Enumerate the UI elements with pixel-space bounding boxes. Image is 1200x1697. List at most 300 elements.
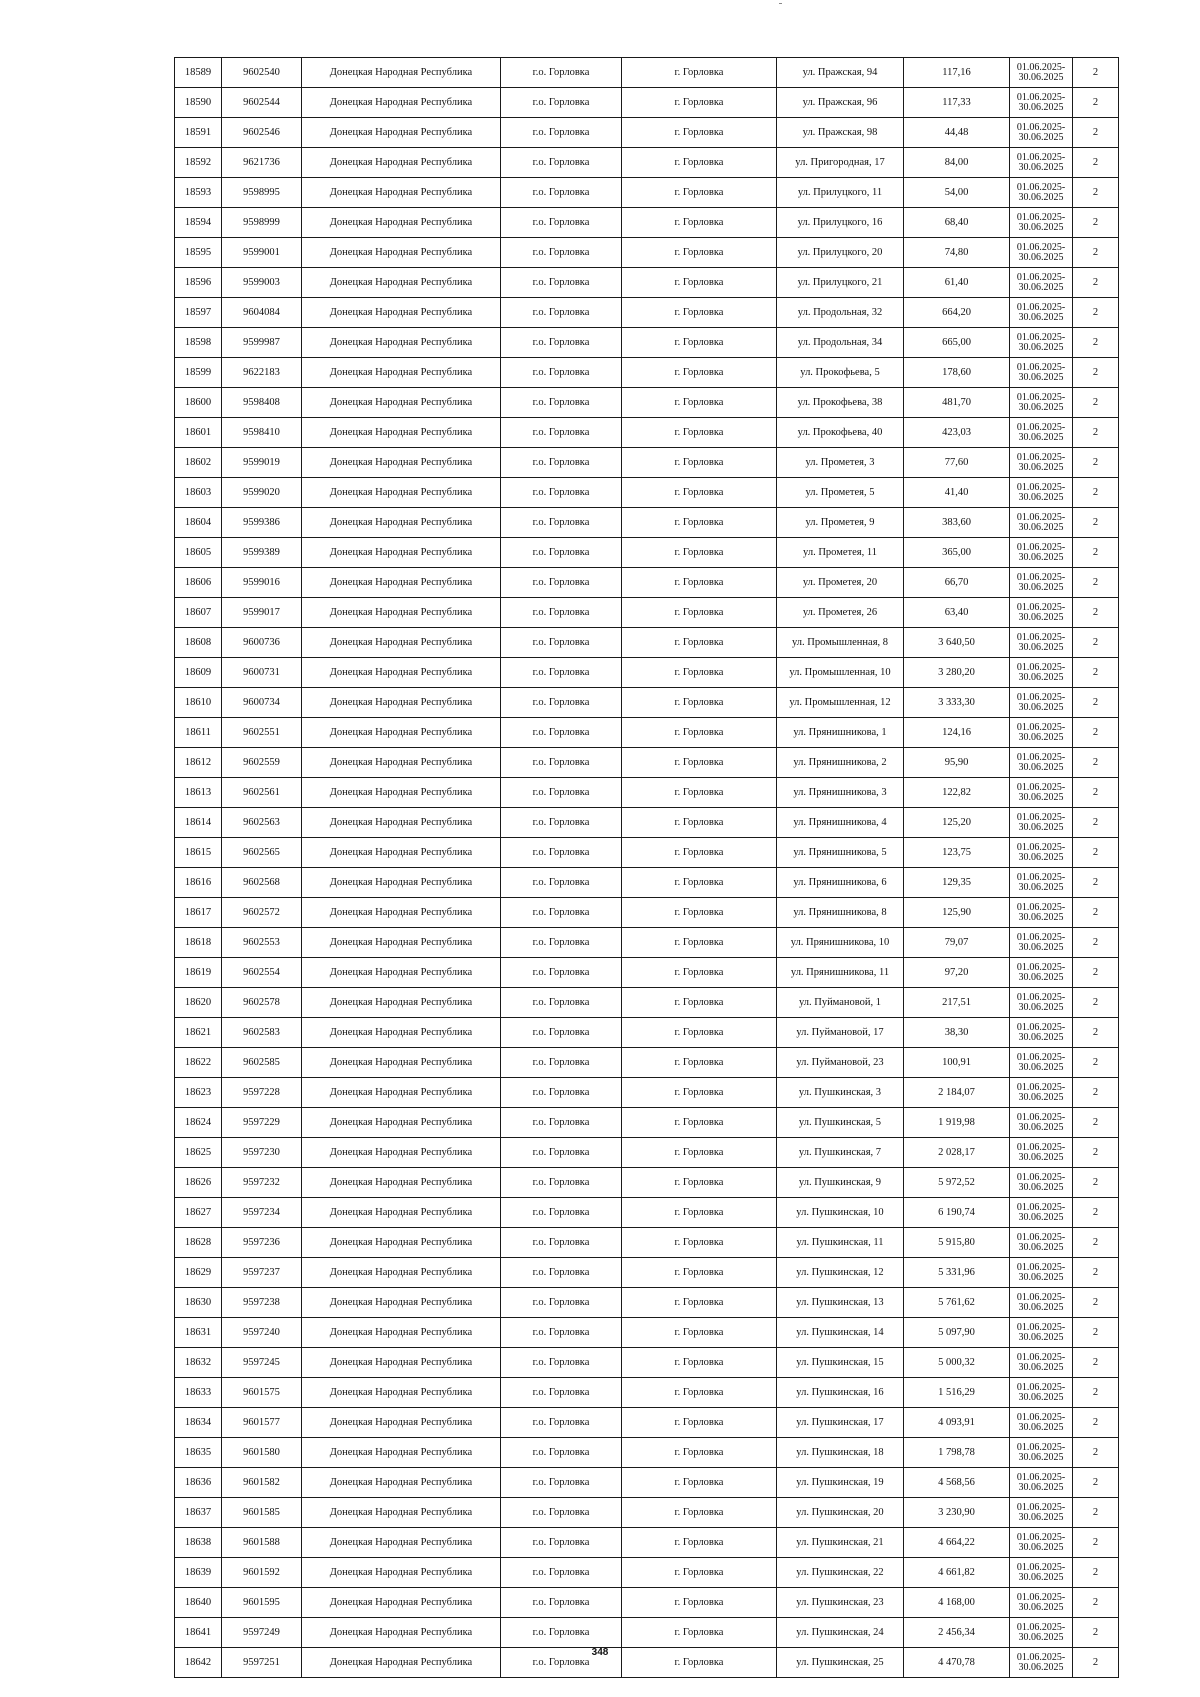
class-cell: 2	[1073, 628, 1119, 658]
object-id-cell: 9602585	[222, 1048, 302, 1078]
row-number-cell: 18631	[175, 1318, 222, 1348]
period-cell	[1010, 1138, 1073, 1168]
object-id-cell: 9601577	[222, 1408, 302, 1438]
row-number-cell: 18594	[175, 208, 222, 238]
period-start: 01.06.2025-	[1016, 541, 1066, 553]
class-cell: 2	[1073, 358, 1119, 388]
city-cell: г. Горловка	[622, 718, 777, 748]
period-end: 30.06.2025	[1018, 1332, 1064, 1343]
period-start: 01.06.2025-	[1016, 901, 1066, 913]
class-cell: 2	[1073, 778, 1119, 808]
period-cell	[1010, 598, 1073, 628]
row-number-cell: 18603	[175, 478, 222, 508]
table-row	[175, 88, 1119, 118]
row-number-cell: 18612	[175, 748, 222, 778]
address-cell: ул. Пушкинская, 11	[777, 1228, 904, 1258]
table-row	[175, 418, 1119, 448]
period-start: 01.06.2025-	[1016, 451, 1066, 463]
period-end: 30.06.2025	[1018, 1182, 1064, 1193]
class-cell: 2	[1073, 868, 1119, 898]
address-cell: ул. Прометея, 20	[777, 568, 904, 598]
table-row	[175, 628, 1119, 658]
city-cell: г. Горловка	[622, 1648, 777, 1678]
class-cell: 2	[1073, 1498, 1119, 1528]
city-cell: г. Горловка	[622, 148, 777, 178]
object-id-cell: 9602544	[222, 88, 302, 118]
period-end: 30.06.2025	[1018, 1032, 1064, 1043]
class-cell: 2	[1073, 208, 1119, 238]
city-cell: г. Горловка	[622, 1318, 777, 1348]
address-cell: ул. Пушкинская, 3	[777, 1078, 904, 1108]
period-start: 01.06.2025-	[1016, 1111, 1066, 1123]
area-cell: 38,30	[904, 1018, 1010, 1048]
row-number-cell: 18640	[175, 1588, 222, 1618]
row-number-cell: 18621	[175, 1018, 222, 1048]
period-start: 01.06.2025-	[1016, 151, 1066, 163]
period-start: 01.06.2025-	[1016, 1651, 1066, 1663]
district-cell: г.о. Горловка	[501, 1168, 622, 1198]
district-cell: г.о. Горловка	[501, 1648, 622, 1678]
period-end: 30.06.2025	[1018, 1362, 1064, 1373]
period-start: 01.06.2025-	[1016, 1411, 1066, 1423]
row-number-cell: 18600	[175, 388, 222, 418]
address-cell: ул. Прянишникова, 5	[777, 838, 904, 868]
region-cell: Донецкая Народная Республика	[302, 1078, 501, 1108]
address-cell: ул. Прянишникова, 11	[777, 958, 904, 988]
district-cell: г.о. Горловка	[501, 88, 622, 118]
period-end: 30.06.2025	[1018, 1602, 1064, 1613]
class-cell: 2	[1073, 508, 1119, 538]
row-number-cell: 18610	[175, 688, 222, 718]
table-row	[175, 1078, 1119, 1108]
period-cell	[1010, 928, 1073, 958]
city-cell: г. Горловка	[622, 958, 777, 988]
district-cell: г.о. Горловка	[501, 1528, 622, 1558]
period-end: 30.06.2025	[1018, 402, 1064, 413]
period-cell	[1010, 1078, 1073, 1108]
city-cell: г. Горловка	[622, 1468, 777, 1498]
period-cell	[1010, 838, 1073, 868]
period-end: 30.06.2025	[1018, 1392, 1064, 1403]
period-end: 30.06.2025	[1018, 282, 1064, 293]
city-cell: г. Горловка	[622, 988, 777, 1018]
scan-speck	[779, 3, 782, 4]
period-cell	[1010, 1558, 1073, 1588]
period-cell	[1010, 1348, 1073, 1378]
row-number-cell: 18613	[175, 778, 222, 808]
address-cell: ул. Прометея, 26	[777, 598, 904, 628]
city-cell: г. Горловка	[622, 928, 777, 958]
period-cell	[1010, 328, 1073, 358]
table-row	[175, 868, 1119, 898]
area-cell: 1 516,29	[904, 1378, 1010, 1408]
region-cell: Донецкая Народная Республика	[302, 628, 501, 658]
row-number-cell: 18637	[175, 1498, 222, 1528]
object-id-cell: 9597236	[222, 1228, 302, 1258]
district-cell: г.о. Горловка	[501, 1438, 622, 1468]
table-row	[175, 298, 1119, 328]
object-id-cell: 9597251	[222, 1648, 302, 1678]
period-cell	[1010, 568, 1073, 598]
period-start: 01.06.2025-	[1016, 391, 1066, 403]
period-start: 01.06.2025-	[1016, 1201, 1066, 1213]
district-cell: г.о. Горловка	[501, 988, 622, 1018]
area-cell: 4 470,78	[904, 1648, 1010, 1678]
object-id-cell: 9602559	[222, 748, 302, 778]
period-end: 30.06.2025	[1018, 522, 1064, 533]
table-row	[175, 478, 1119, 508]
address-cell: ул. Пушкинская, 9	[777, 1168, 904, 1198]
district-cell: г.о. Горловка	[501, 268, 622, 298]
region-cell: Донецкая Народная Республика	[302, 268, 501, 298]
district-cell: г.о. Горловка	[501, 208, 622, 238]
district-cell: г.о. Горловка	[501, 1558, 622, 1588]
class-cell: 2	[1073, 1528, 1119, 1558]
table-row	[175, 1468, 1119, 1498]
period-start: 01.06.2025-	[1016, 301, 1066, 313]
class-cell: 2	[1073, 1318, 1119, 1348]
region-cell: Донецкая Народная Республика	[302, 868, 501, 898]
city-cell: г. Горловка	[622, 748, 777, 778]
object-id-cell: 9599389	[222, 538, 302, 568]
area-cell: 68,40	[904, 208, 1010, 238]
district-cell: г.о. Горловка	[501, 1618, 622, 1648]
address-cell: ул. Пушкинская, 25	[777, 1648, 904, 1678]
row-number-cell: 18639	[175, 1558, 222, 1588]
class-cell: 2	[1073, 1078, 1119, 1108]
region-cell: Донецкая Народная Республика	[302, 1288, 501, 1318]
table-row	[175, 1318, 1119, 1348]
row-number-cell: 18625	[175, 1138, 222, 1168]
row-number-cell: 18593	[175, 178, 222, 208]
period-end: 30.06.2025	[1018, 732, 1064, 743]
address-cell: ул. Прилуцкого, 16	[777, 208, 904, 238]
address-cell: ул. Прянишникова, 4	[777, 808, 904, 838]
object-id-cell: 9598410	[222, 418, 302, 448]
region-cell: Донецкая Народная Республика	[302, 688, 501, 718]
city-cell: г. Горловка	[622, 628, 777, 658]
period-start: 01.06.2025-	[1016, 1141, 1066, 1153]
table-row	[175, 118, 1119, 148]
period-cell	[1010, 388, 1073, 418]
region-cell: Донецкая Народная Республика	[302, 238, 501, 268]
object-id-cell: 9601585	[222, 1498, 302, 1528]
period-cell	[1010, 1468, 1073, 1498]
class-cell: 2	[1073, 448, 1119, 478]
area-cell: 129,35	[904, 868, 1010, 898]
area-cell: 5 761,62	[904, 1288, 1010, 1318]
district-cell: г.о. Горловка	[501, 838, 622, 868]
city-cell: г. Горловка	[622, 568, 777, 598]
district-cell: г.о. Горловка	[501, 1408, 622, 1438]
area-cell: 2 184,07	[904, 1078, 1010, 1108]
table-row	[175, 388, 1119, 418]
area-cell: 365,00	[904, 538, 1010, 568]
period-cell	[1010, 118, 1073, 148]
period-end: 30.06.2025	[1018, 1422, 1064, 1433]
area-cell: 117,33	[904, 88, 1010, 118]
city-cell: г. Горловка	[622, 868, 777, 898]
period-start: 01.06.2025-	[1016, 841, 1066, 853]
area-cell: 79,07	[904, 928, 1010, 958]
address-cell: ул. Пражская, 94	[777, 58, 904, 88]
row-number-cell: 18590	[175, 88, 222, 118]
period-start: 01.06.2025-	[1016, 781, 1066, 793]
table-row	[175, 328, 1119, 358]
district-cell: г.о. Горловка	[501, 448, 622, 478]
object-id-cell: 9602551	[222, 718, 302, 748]
district-cell: г.о. Горловка	[501, 328, 622, 358]
district-cell: г.о. Горловка	[501, 898, 622, 928]
period-end: 30.06.2025	[1018, 372, 1064, 383]
row-number-cell: 18598	[175, 328, 222, 358]
object-id-cell: 9597228	[222, 1078, 302, 1108]
city-cell: г. Горловка	[622, 418, 777, 448]
district-cell: г.о. Горловка	[501, 1138, 622, 1168]
object-id-cell: 9600736	[222, 628, 302, 658]
table-row	[175, 58, 1119, 88]
region-cell: Донецкая Народная Республика	[302, 568, 501, 598]
class-cell: 2	[1073, 268, 1119, 298]
area-cell: 3 640,50	[904, 628, 1010, 658]
object-id-cell: 9597249	[222, 1618, 302, 1648]
object-id-cell: 9602554	[222, 958, 302, 988]
class-cell: 2	[1073, 658, 1119, 688]
period-end: 30.06.2025	[1018, 312, 1064, 323]
class-cell: 2	[1073, 238, 1119, 268]
period-end: 30.06.2025	[1018, 1122, 1064, 1133]
period-cell	[1010, 778, 1073, 808]
class-cell: 2	[1073, 958, 1119, 988]
area-cell: 6 190,74	[904, 1198, 1010, 1228]
period-cell	[1010, 1288, 1073, 1318]
object-id-cell: 9602546	[222, 118, 302, 148]
address-cell: ул. Пушкинская, 10	[777, 1198, 904, 1228]
period-start: 01.06.2025-	[1016, 331, 1066, 343]
region-cell: Донецкая Народная Республика	[302, 298, 501, 328]
period-end: 30.06.2025	[1018, 252, 1064, 263]
table-row	[175, 1378, 1119, 1408]
class-cell: 2	[1073, 1348, 1119, 1378]
address-cell: ул. Пражская, 96	[777, 88, 904, 118]
city-cell: г. Горловка	[622, 58, 777, 88]
address-cell: ул. Промышленная, 8	[777, 628, 904, 658]
period-start: 01.06.2025-	[1016, 961, 1066, 973]
period-cell	[1010, 1378, 1073, 1408]
region-cell: Донецкая Народная Республика	[302, 448, 501, 478]
object-id-cell: 9602561	[222, 778, 302, 808]
address-cell: ул. Прометея, 11	[777, 538, 904, 568]
period-end: 30.06.2025	[1018, 1062, 1064, 1073]
period-cell	[1010, 1168, 1073, 1198]
table-row	[175, 1168, 1119, 1198]
district-cell: г.о. Горловка	[501, 568, 622, 598]
area-cell: 3 333,30	[904, 688, 1010, 718]
period-start: 01.06.2025-	[1016, 271, 1066, 283]
row-number-cell: 18641	[175, 1618, 222, 1648]
period-start: 01.06.2025-	[1016, 601, 1066, 613]
district-cell: г.о. Горловка	[501, 178, 622, 208]
registry-table	[174, 57, 1119, 1678]
address-cell: ул. Прокофьева, 38	[777, 388, 904, 418]
area-cell: 44,48	[904, 118, 1010, 148]
class-cell: 2	[1073, 1618, 1119, 1648]
address-cell: ул. Пражская, 98	[777, 118, 904, 148]
period-start: 01.06.2025-	[1016, 661, 1066, 673]
class-cell: 2	[1073, 1198, 1119, 1228]
period-end: 30.06.2025	[1018, 462, 1064, 473]
area-cell: 1 919,98	[904, 1108, 1010, 1138]
area-cell: 3 230,90	[904, 1498, 1010, 1528]
row-number-cell: 18623	[175, 1078, 222, 1108]
class-cell: 2	[1073, 88, 1119, 118]
period-end: 30.06.2025	[1018, 852, 1064, 863]
period-cell	[1010, 208, 1073, 238]
district-cell: г.о. Горловка	[501, 718, 622, 748]
period-start: 01.06.2025-	[1016, 1441, 1066, 1453]
area-cell: 4 168,00	[904, 1588, 1010, 1618]
class-cell: 2	[1073, 1048, 1119, 1078]
object-id-cell: 9597237	[222, 1258, 302, 1288]
period-cell	[1010, 808, 1073, 838]
table-row	[175, 1558, 1119, 1588]
region-cell: Донецкая Народная Республика	[302, 1198, 501, 1228]
district-cell: г.о. Горловка	[501, 688, 622, 718]
region-cell: Донецкая Народная Республика	[302, 1528, 501, 1558]
region-cell: Донецкая Народная Республика	[302, 208, 501, 238]
period-cell	[1010, 238, 1073, 268]
object-id-cell: 9600731	[222, 658, 302, 688]
area-cell: 2 028,17	[904, 1138, 1010, 1168]
period-end: 30.06.2025	[1018, 1662, 1064, 1673]
class-cell: 2	[1073, 1228, 1119, 1258]
area-cell: 383,60	[904, 508, 1010, 538]
period-end: 30.06.2025	[1018, 642, 1064, 653]
period-cell	[1010, 1258, 1073, 1288]
object-id-cell: 9597232	[222, 1168, 302, 1198]
class-cell: 2	[1073, 1468, 1119, 1498]
area-cell: 3 280,20	[904, 658, 1010, 688]
city-cell: г. Горловка	[622, 88, 777, 118]
region-cell: Донецкая Народная Республика	[302, 1648, 501, 1678]
region-cell: Донецкая Народная Республика	[302, 748, 501, 778]
row-number-cell: 18642	[175, 1648, 222, 1678]
city-cell: г. Горловка	[622, 1258, 777, 1288]
area-cell: 664,20	[904, 298, 1010, 328]
period-cell	[1010, 1108, 1073, 1138]
period-start: 01.06.2025-	[1016, 481, 1066, 493]
region-cell: Донецкая Народная Республика	[302, 58, 501, 88]
period-start: 01.06.2025-	[1016, 931, 1066, 943]
region-cell: Донецкая Народная Республика	[302, 1498, 501, 1528]
region-cell: Донецкая Народная Республика	[302, 718, 501, 748]
period-end: 30.06.2025	[1018, 1242, 1064, 1253]
class-cell: 2	[1073, 178, 1119, 208]
row-number-cell: 18608	[175, 628, 222, 658]
period-end: 30.06.2025	[1018, 432, 1064, 443]
period-cell	[1010, 58, 1073, 88]
district-cell: г.о. Горловка	[501, 778, 622, 808]
class-cell: 2	[1073, 898, 1119, 928]
class-cell: 2	[1073, 598, 1119, 628]
class-cell: 2	[1073, 1168, 1119, 1198]
region-cell: Донецкая Народная Республика	[302, 958, 501, 988]
row-number-cell: 18605	[175, 538, 222, 568]
class-cell: 2	[1073, 1018, 1119, 1048]
period-end: 30.06.2025	[1018, 1632, 1064, 1643]
address-cell: ул. Прянишникова, 3	[777, 778, 904, 808]
district-cell: г.о. Горловка	[501, 1018, 622, 1048]
row-number-cell: 18633	[175, 1378, 222, 1408]
city-cell: г. Горловка	[622, 1438, 777, 1468]
period-start: 01.06.2025-	[1016, 811, 1066, 823]
region-cell: Донецкая Народная Республика	[302, 178, 501, 208]
period-start: 01.06.2025-	[1016, 1471, 1066, 1483]
period-cell	[1010, 478, 1073, 508]
period-start: 01.06.2025-	[1016, 631, 1066, 643]
area-cell: 5 000,32	[904, 1348, 1010, 1378]
region-cell: Донецкая Народная Республика	[302, 508, 501, 538]
row-number-cell: 18628	[175, 1228, 222, 1258]
region-cell: Донецкая Народная Республика	[302, 1408, 501, 1438]
city-cell: г. Горловка	[622, 898, 777, 928]
address-cell: ул. Продольная, 34	[777, 328, 904, 358]
period-cell	[1010, 268, 1073, 298]
district-cell: г.о. Горловка	[501, 538, 622, 568]
address-cell: ул. Пуймановой, 17	[777, 1018, 904, 1048]
period-cell	[1010, 448, 1073, 478]
city-cell: г. Горловка	[622, 1378, 777, 1408]
address-cell: ул. Пушкинская, 24	[777, 1618, 904, 1648]
city-cell: г. Горловка	[622, 808, 777, 838]
region-cell: Донецкая Народная Республика	[302, 1048, 501, 1078]
address-cell: ул. Прилуцкого, 21	[777, 268, 904, 298]
table-row	[175, 448, 1119, 478]
area-cell: 665,00	[904, 328, 1010, 358]
object-id-cell: 9622183	[222, 358, 302, 388]
area-cell: 5 097,90	[904, 1318, 1010, 1348]
row-number-cell: 18595	[175, 238, 222, 268]
city-cell: г. Горловка	[622, 1048, 777, 1078]
area-cell: 117,16	[904, 58, 1010, 88]
period-end: 30.06.2025	[1018, 972, 1064, 983]
city-cell: г. Горловка	[622, 298, 777, 328]
region-cell: Донецкая Народная Республика	[302, 778, 501, 808]
region-cell: Донецкая Народная Республика	[302, 1018, 501, 1048]
address-cell: ул. Прокофьева, 5	[777, 358, 904, 388]
row-number-cell: 18599	[175, 358, 222, 388]
district-cell: г.о. Горловка	[501, 358, 622, 388]
row-number-cell: 18624	[175, 1108, 222, 1138]
period-end: 30.06.2025	[1018, 162, 1064, 173]
period-cell	[1010, 1318, 1073, 1348]
region-cell: Донецкая Народная Республика	[302, 118, 501, 148]
row-number-cell: 18611	[175, 718, 222, 748]
period-end: 30.06.2025	[1018, 762, 1064, 773]
period-cell	[1010, 358, 1073, 388]
object-id-cell: 9597234	[222, 1198, 302, 1228]
city-cell: г. Горловка	[622, 508, 777, 538]
period-start: 01.06.2025-	[1016, 1351, 1066, 1363]
period-cell	[1010, 688, 1073, 718]
city-cell: г. Горловка	[622, 538, 777, 568]
row-number-cell: 18618	[175, 928, 222, 958]
city-cell: г. Горловка	[622, 1588, 777, 1618]
class-cell: 2	[1073, 118, 1119, 148]
district-cell: г.о. Горловка	[501, 1468, 622, 1498]
district-cell: г.о. Горловка	[501, 628, 622, 658]
period-cell	[1010, 988, 1073, 1018]
